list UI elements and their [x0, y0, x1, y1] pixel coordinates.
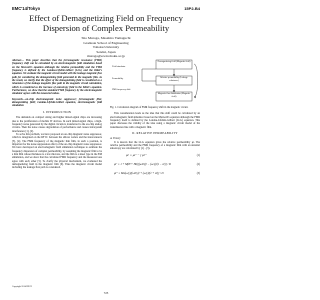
diagram-box2-label: Relative permeability (Leakage reluctance): [160, 77, 188, 82]
equation-3-body: μr″ = Mα(ω/γ)[(ω0/γ)² + (ω/γ)²(1 + α²)] / D: [114, 171, 164, 175]
author-email: muroga@ecei.tohoku.ac.jp: [87, 54, 125, 58]
theory-paragraph-1: It is known that the LLG equation gives the relative permeability μr. The relative permeability and the FMR frequency of a magnetic film with an uniaxial anisotropy are calculated by (1) - (3).: [110, 140, 200, 151]
author-city: Sendai, Japan: [96, 49, 116, 54]
diagram-feedback-loop: [194, 64, 198, 97]
figure-caption: Fig. 1. Calculation diagram of FMR frequency shift in the magnetic circuit.: [110, 106, 189, 109]
diagram-left-label-2: Permeability: [112, 78, 124, 80]
diagram-arrowhead-1: [173, 74, 175, 76]
paper-title: Effect of Demagnetizing Field on Frequency Dispersion of Complex Permeability: [29, 13, 183, 33]
equation-1-body: μr = μr′ − j μr″: [126, 152, 147, 157]
equation-1-number: (1): [196, 153, 200, 157]
diagram-arrow-label: FMR frequency shift: [112, 89, 131, 91]
abstract-label: Abstract: [12, 59, 22, 62]
author-affiliation: Graduate School of Engineering: [83, 40, 129, 45]
intro-paragraph-1: The demands on compact sizing and higher mixed-signal chips are increasing due to the proliferation of mobile IT devices. In such mixed-signal chips, a high-frequency noise generated by the digital circuits is transferred to the on-chip analog circuits. Then the noise causes degradation of performance and causes intrasystem interference [1], [2].: [12, 116, 102, 133]
right-column: [110, 59, 200, 179]
equation-3: [110, 170, 200, 178]
section-heading-relative-permeability: II. RELATIVE PERMEABILITY: [132, 130, 178, 135]
author-university: Tohoku University: [92, 45, 120, 49]
diagram-left-label-1: Field simulator: [112, 66, 126, 68]
diagram-box3-label: Magnetic flux distribution (Magnetic field): [157, 93, 191, 98]
conference-tag: EMC'14/Tokyo: [12, 6, 41, 11]
subsection-theory: A. Theory: [110, 137, 121, 141]
diagram-box1-label: Demagnetizing field (Magnetic field): [157, 61, 191, 63]
equation-3-number: (3): [196, 171, 200, 175]
abstract-body: — This paper describes that the ferromagnetic resonance (FMR) frequency shift can be calculated by an electromagnetic field simulation based on the Maxwell's equation although the relative permeability and the FMR frequency is defined by the Landau-Lifshitz-Gilbert (LLG) and the Kittel's equation. We evaluate the magnetic circuit model with the leakage magnetic flux path for considering the demagnetizing field generated in the magnetic film. As the result, we clarify that the effect of the demagnetizing field is considered as a reluctance of the leakage magnetic flux path in the magnetic circuit calculation, which is considered as the increase of anisotropy field in the Kittel's equation. Furthermore, we show that the standard FMR frequency by the electromagnetic simulator agrees with the measured values.: [12, 59, 102, 96]
keywords: Keywords—on-chip electromagnetic noise suppressor; ferromagnetic film; demagnetizing field; Landau-Lifshitz-Gilbert equation, electromagnetic field simulation: [12, 97, 102, 108]
section-heading-introduction: I. INTRODUCTION: [42, 109, 72, 114]
right-paragraph-1: This consideration leads us the idea that this shift could be calculated by an electromagnetic field simulator based on the Maxwell's equation although the FMR frequency itself is defined by the Landau-Lifshitz-Gilbert (LLG) equation. This paper discusses the validity of the idea using a magnetic circuit model of the transmission line with a magnetic film.: [110, 112, 200, 129]
equation-1: [110, 152, 200, 160]
equation-2-number: (2): [196, 162, 200, 166]
paper-id: 15P2-B4: [184, 6, 200, 11]
diagram-arrowhead-2: [173, 90, 175, 92]
diagram-feedback-arrowhead: [194, 96, 196, 98]
page-number: 723: [103, 291, 109, 295]
calculation-diagram: [110, 59, 200, 105]
equation-2: [110, 161, 200, 169]
author-names: Sho Muroga, Masahiro Yamaguchi: [81, 36, 131, 40]
author-block: [14, 36, 198, 59]
equation-2-body: μr′ = 1 + M(H + Hk)[(ω0/γ)² − (ω/γ)²(1 − α²)] / D: [114, 162, 171, 166]
copyright-notice: Copyright 2014 IEICE: [12, 286, 32, 288]
abstract: [12, 59, 102, 96]
left-column: [12, 59, 102, 170]
intro-paragraph-2: To solve this problem, we have proposed an on-chip magnetic noise suppressor, which is integrated on the RF IC between the silicon wafers and the interconnects [3], [4]. The FMR frequency of the magnetic thin film, in such a position, is important for the noise suppression effect of the on-chip magnetic noise suppressor. We have developed an electromagnetic field simulation technique to estimate the frequency dispersion of complex permeability, by assuming the magnetic film to be a thin film whose thickness is a few microns, and the film is a sheet type in the EM simulation, and we show that the calculated FMR frequency and the measured one agree with each other [5]. To clarify the physical mechanism, we evaluated the demagnetizing field in the magnetic film [6]. Thus the magnetic circuit model including the leakage flux path is considered.: [12, 132, 102, 170]
